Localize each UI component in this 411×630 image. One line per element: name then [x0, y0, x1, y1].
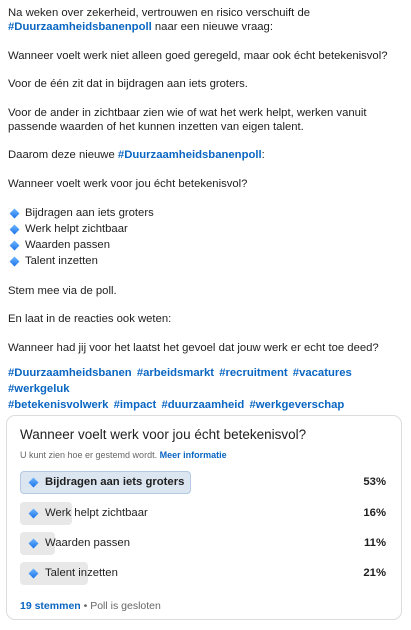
small-blue-diamond-icon — [29, 568, 39, 578]
hashtag-link[interactable]: #betekenisvolwerk — [8, 398, 109, 411]
poll-option[interactable] — [20, 562, 390, 585]
post-text: Na weken over zekerheid, vertrouwen en risico verschuift de — [8, 7, 311, 19]
poll-option-percent: 16% — [363, 507, 386, 519]
list-item-text: Bijdragen aan iets groters — [25, 207, 154, 219]
list-item-text: Talent inzetten — [25, 255, 98, 267]
poll-option-percent: 11% — [364, 537, 386, 549]
poll-option-text: Bijdragen aan iets groters — [45, 476, 185, 488]
poll-separator: • — [83, 600, 91, 612]
poll-footer — [20, 599, 161, 613]
poll-option-text: Werk helpt zichtbaar — [45, 507, 148, 519]
poll-option[interactable] — [20, 502, 390, 525]
small-blue-diamond-icon — [10, 256, 20, 266]
hashtag-link[interactable]: #werkgeluk — [8, 382, 70, 395]
list-item-text: Waarden passen — [25, 239, 110, 251]
hashtag-link[interactable]: #Duurzaamheidsbanenpoll — [117, 149, 262, 161]
poll-status: Poll is gesloten — [90, 600, 161, 612]
small-blue-diamond-icon — [29, 477, 39, 487]
hashtag-link[interactable]: #Duurzaamheidsbanenpoll — [8, 21, 152, 33]
poll-option-percent: 21% — [363, 567, 386, 579]
more-info-link[interactable]: Meer informatie — [159, 450, 227, 460]
hashtag-link[interactable]: #impact — [113, 398, 157, 411]
poll-option-label — [28, 566, 118, 580]
hashtag-link[interactable]: #arbeidsmarkt — [136, 366, 215, 379]
poll-visibility-note — [20, 448, 227, 462]
post-text: : — [261, 149, 265, 161]
poll-option-label — [28, 536, 130, 550]
hashtag-link[interactable]: #duurzaamheid — [161, 398, 245, 411]
post-text: naar een nieuwe vraag: — [151, 21, 273, 33]
list-item — [8, 253, 403, 269]
post-paragraph: Wanneer had jij voor het laatst het gevoel dat jouw werk er echt toe deed? — [8, 341, 379, 354]
poll-option[interactable] — [20, 471, 390, 494]
poll-option-label — [28, 475, 184, 489]
small-blue-diamond-icon — [10, 224, 20, 234]
poll-option[interactable] — [20, 532, 390, 555]
post-paragraph: Voor de ander in zichtbaar zien wie of wat het werk helpt, werken vanuit passende waarden of het kunnen inzetten van eigen talent. — [8, 106, 367, 133]
post-paragraph-intro — [8, 6, 403, 34]
poll-card — [6, 415, 402, 620]
hashtag-link[interactable]: #recruitment — [219, 366, 288, 379]
hashtag-list — [8, 365, 403, 413]
hashtag-link[interactable]: #Duurzaamheidsbanen — [8, 366, 132, 379]
post-paragraph: Wanneer voelt werk voor jou écht betekenisvol? — [8, 177, 248, 190]
small-blue-diamond-icon — [29, 508, 39, 518]
post-paragraph: Wanneer voelt werk niet alleen goed geregeld, maar ook écht betekenisvol? — [8, 49, 388, 62]
bullet-list — [8, 205, 403, 269]
vote-count-link[interactable]: 19 stemmen — [20, 600, 81, 612]
post-paragraph: Voor de één zit dat in bijdragen aan iets groters. — [8, 78, 248, 90]
poll-option-label — [28, 506, 148, 520]
small-blue-diamond-icon — [10, 208, 20, 218]
poll-option-text: Talent inzetten — [45, 567, 118, 579]
list-item — [8, 221, 403, 237]
hashtag-link[interactable]: #vacatures — [292, 366, 352, 379]
list-item-text: Werk helpt zichtbaar — [25, 223, 128, 235]
poll-option-text: Waarden passen — [45, 537, 130, 549]
small-blue-diamond-icon — [29, 538, 39, 548]
post-text: Daarom deze nieuwe — [8, 149, 118, 161]
poll-option-percent: 53% — [363, 476, 386, 488]
post-paragraph — [8, 148, 403, 162]
hashtag-link[interactable]: #werkgeverschap — [249, 398, 345, 411]
list-item — [8, 237, 403, 253]
post-paragraph: En laat in de reacties ook weten: — [8, 313, 172, 325]
post-paragraph: Stem mee via de poll. — [8, 284, 117, 297]
poll-visibility-text: U kunt zien hoe er gestemd wordt. — [20, 450, 158, 460]
list-item — [8, 205, 403, 221]
small-blue-diamond-icon — [10, 240, 20, 250]
poll-question: Wanneer voelt werk voor jou écht betekenisvol? — [20, 427, 307, 442]
